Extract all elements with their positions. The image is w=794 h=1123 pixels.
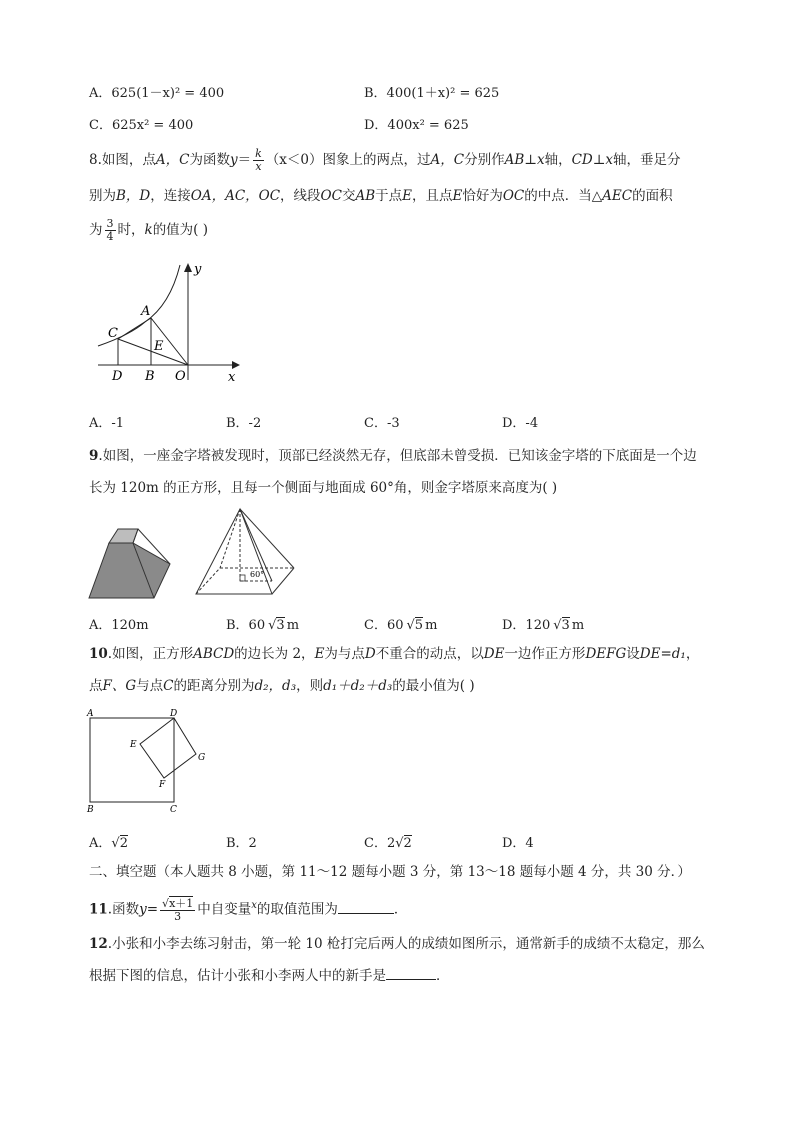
right-angle-mark — [240, 575, 245, 581]
q9-option-c: C．60 √5 m — [364, 618, 438, 633]
label-c: C — [108, 326, 118, 341]
label-b: B — [87, 805, 94, 815]
label-a: A — [87, 709, 94, 719]
q12-line-2: 根据下图的信息，估计小张和小李两人中的新手是 ． — [89, 968, 450, 984]
square-defg — [140, 718, 196, 778]
label-y: y — [194, 262, 202, 277]
q9-frustum-figure — [86, 510, 176, 602]
q7-option-b: B．400(1＋x)² = 625 — [364, 86, 500, 101]
q8-option-d: D．-4 — [502, 416, 539, 431]
q8-area-fraction: $\frac{3}{4}$ — [106, 217, 114, 243]
pyramid-back-edge-hidden — [220, 509, 240, 568]
q7-option-a: A．625(1－x)² = 400 — [89, 86, 225, 101]
q10-option-d: D．4 — [502, 836, 534, 851]
q8-line-1: 8.如图，点A，C为函数y＝ $\frac{k}{x}$ （x＜0）图象上的两点，过A，C分别作AB⊥x轴，CD⊥x轴，垂足分 — [89, 147, 681, 173]
label-o: O — [175, 369, 186, 384]
q11-answer-blank[interactable] — [338, 913, 394, 914]
q11-function-fraction: $\frac{√x+1}{3}$ — [162, 896, 194, 923]
q8-line-2: 别为B，D，连接OA，AC，OC，线段OC交AB于点E，且点E恰好为OC的中点．当△AEC的面积 — [89, 188, 673, 204]
q10-line-1: 10.如图，正方形ABCD的边长为 2，E为与点D不重合的动点，以DE一边作正方形DEFG设DE=d₁， — [89, 646, 700, 662]
q8-figure — [90, 255, 250, 390]
q9-pyramid-figure — [194, 506, 298, 602]
q8-y-axis-arrow — [184, 263, 192, 272]
label-e: E — [154, 339, 164, 354]
q8-option-a: A．-1 — [89, 416, 125, 431]
label-g: G — [198, 753, 206, 763]
q12-answer-blank[interactable] — [386, 979, 436, 980]
segment-ac — [118, 318, 151, 339]
q8-option-b: B．-2 — [226, 416, 262, 431]
q10-line-2: 点F、G与点C的距离分别为d₂，d₃，则d₁＋d₂＋d₃的最小值为( ) — [89, 678, 475, 694]
q8-function-fraction: $\frac{k}{x}$ — [255, 147, 262, 173]
q12-line-1: 12.小张和小李去练习射击，第一轮 10 枪打完后两人的成绩如图所示，通常新手的成绩不太稳定，那么 — [89, 936, 705, 952]
q7-option-c: C．625x² = 400 — [89, 118, 194, 133]
q8-x-axis-arrow — [232, 361, 240, 369]
section-2-heading: 二、填空题（本人题共 8 小题，第 11～12 题每小题 3 分，第 13～18 题每小题 4 分，共 30 分．） — [89, 864, 691, 880]
q9-option-a: A．120m — [89, 618, 149, 633]
label-f: F — [159, 780, 166, 790]
q9-option-d: D．120 √3 m — [502, 618, 585, 633]
q7-option-d: D．400x² = 625 — [364, 118, 469, 133]
q8-option-c: C．-3 — [364, 416, 400, 431]
label-d: D — [170, 709, 178, 719]
q10-option-b: B．2 — [226, 836, 257, 851]
q9-line-2: 长为 120m 的正方形，且每一个侧面与地面成 60°角，则金字塔原来高度为( ) — [89, 480, 558, 496]
label-d: D — [112, 369, 123, 384]
label-b: B — [145, 369, 155, 384]
q8-line-3: 为 $\frac{3}{4}$ 时，k的值为( ) — [89, 217, 209, 243]
label-a: A — [141, 304, 151, 319]
label-c: C — [170, 805, 177, 815]
label-e: E — [130, 740, 137, 750]
q10-figure — [84, 706, 214, 816]
q11-line: 11.函数y= $\frac{√x+1}{3}$ 中自变量$^x$的取值范围为 ． — [89, 896, 408, 923]
pyramid-base-right — [272, 568, 294, 594]
q9-line-1: 9.如图，一座金字塔被发现时，顶部已经淡然无存，但底部未曾受损．已知该金字塔的下底面是一个边 — [89, 448, 697, 464]
pyramid-right-edge — [240, 509, 294, 568]
q9-option-b: B．60 √3 m — [226, 618, 300, 633]
label-x: x — [228, 370, 236, 385]
q10-option-a: A．√2 — [89, 836, 128, 851]
q10-option-c: C．2√2 — [364, 836, 412, 851]
angle-60-label: 60° — [250, 570, 265, 579]
